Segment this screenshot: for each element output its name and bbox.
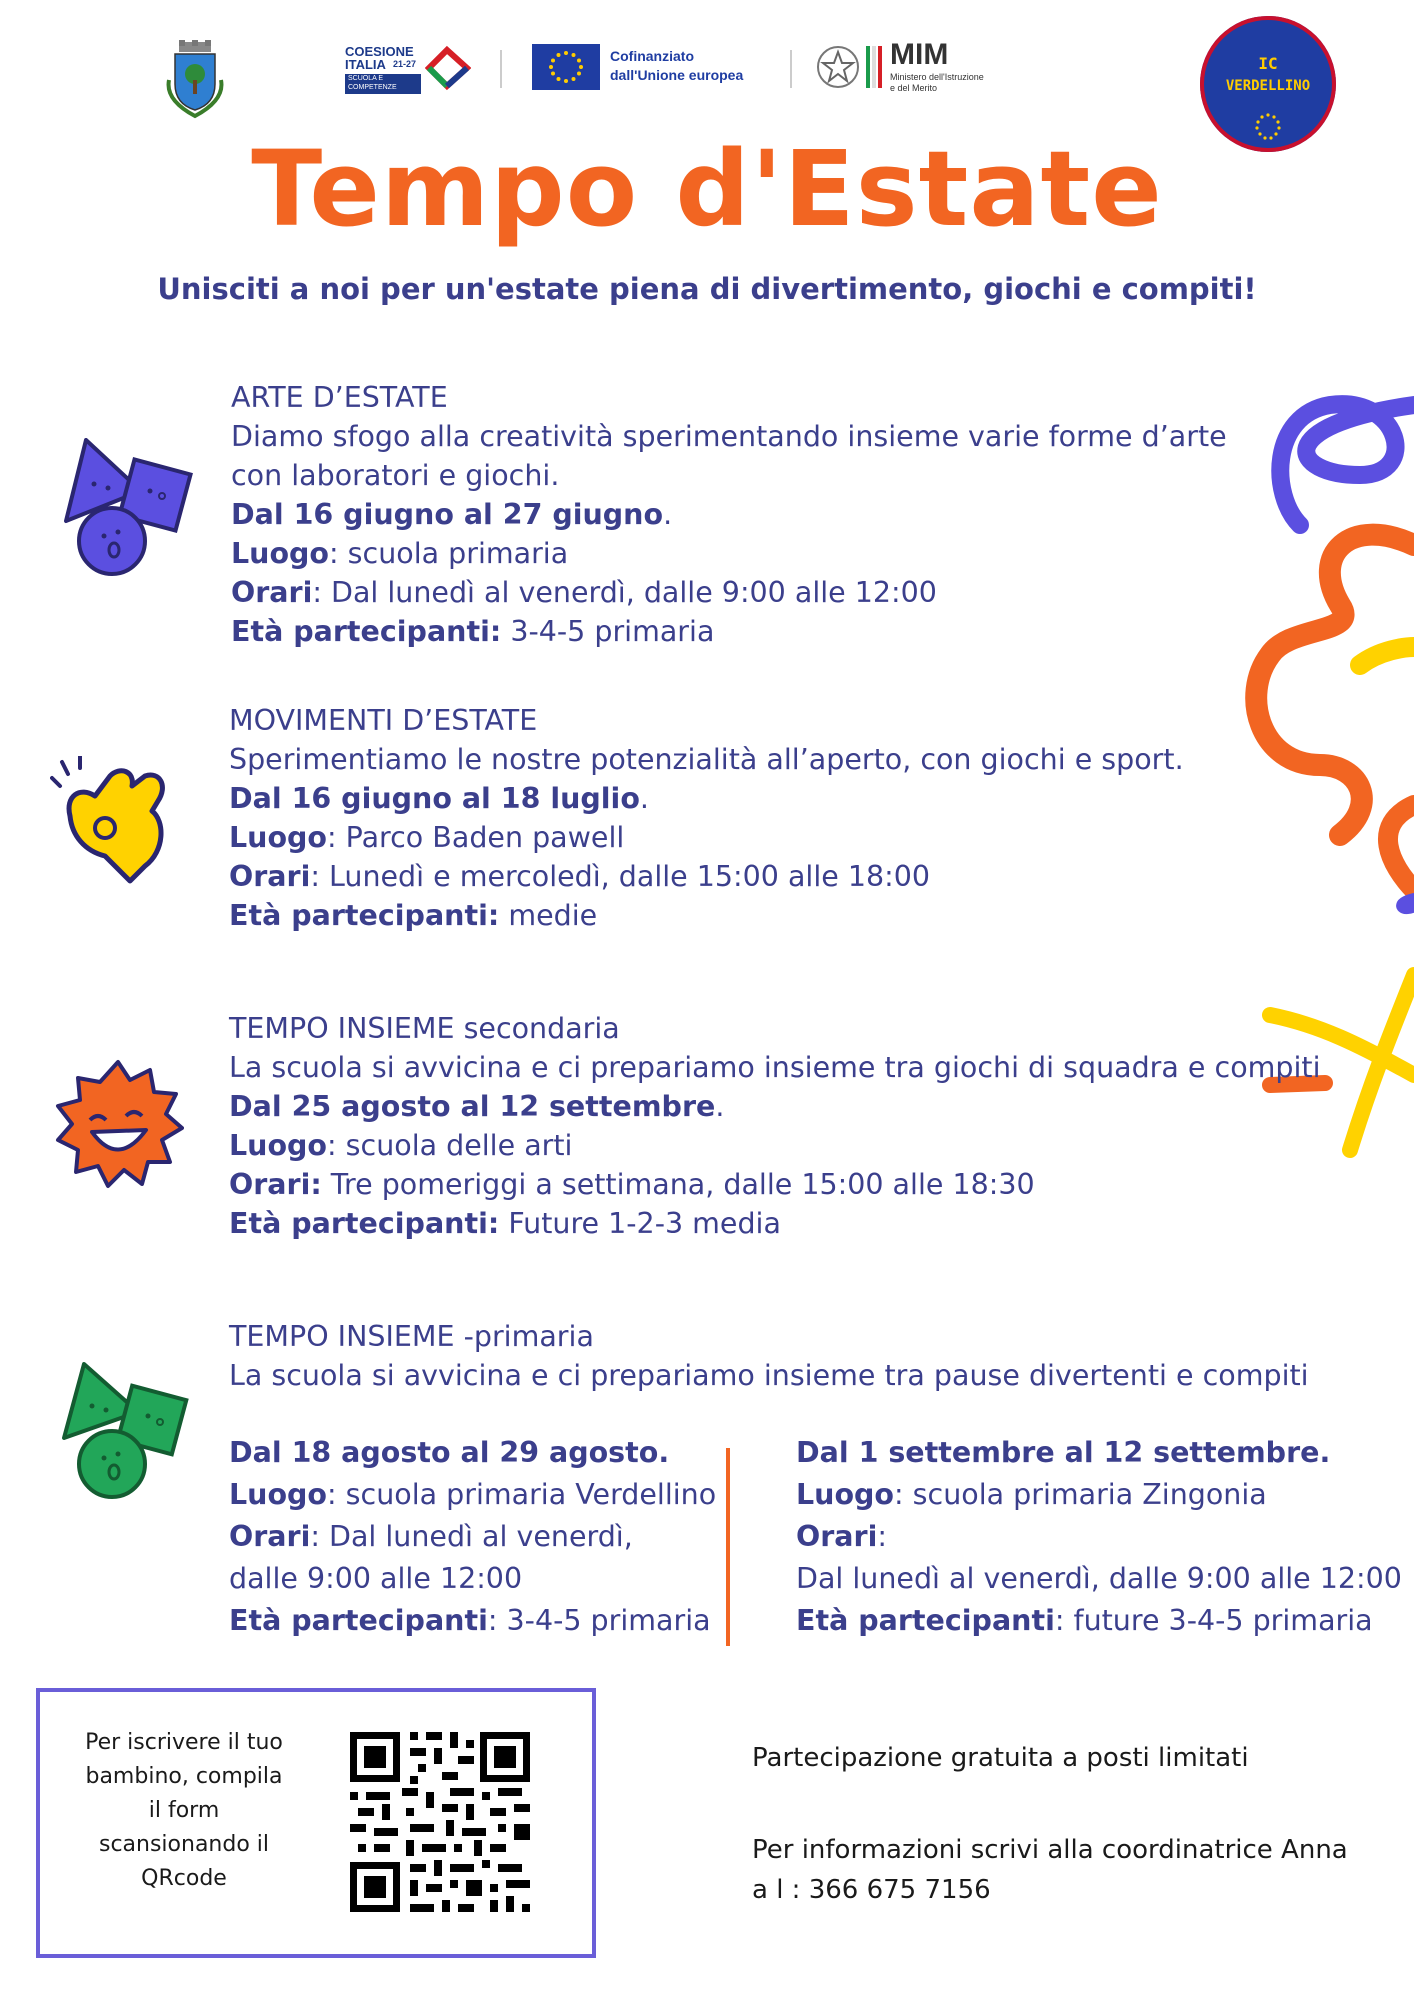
- header-separator: [500, 50, 502, 88]
- place-line: [229, 1474, 716, 1516]
- section-description: Sperimentiamo le nostre potenzialità all’aperto, con giochi e sport.: [229, 743, 1184, 776]
- column-divider: [726, 1448, 730, 1646]
- coesione-arrow-icon: [425, 44, 471, 92]
- place-value: : scuola primaria: [329, 537, 569, 570]
- contact-phone: a l : 366 675 7156: [752, 1875, 991, 1905]
- hours-label: Orari: [229, 860, 311, 893]
- section-dates: Dal 25 agosto al 12 settembre.: [229, 1090, 725, 1123]
- section-heading: TEMPO INSIEME -primaria: [229, 1320, 594, 1353]
- tricolor-bar-white: [872, 46, 876, 88]
- shapes-green-icon: [56, 1360, 192, 1502]
- section-description: Diamo sfogo alla creatività sperimentando insieme varie forme d’arte: [231, 420, 1227, 453]
- coesione-title: COESIONE: [345, 44, 414, 59]
- dates-text: Dal 18 agosto al 29 agosto.: [229, 1436, 670, 1469]
- hours-value: : Lunedì e mercoledì, dalle 15:00 alle 18:00: [310, 860, 930, 893]
- shapes-purple-icon: [56, 436, 196, 578]
- section-description: La scuola si avvicina e ci prepariamo insieme tra giochi di squadra e compiti: [229, 1051, 1321, 1084]
- section-place: [231, 534, 1227, 573]
- place-value: : scuola delle arti: [327, 1129, 573, 1162]
- section-movimenti-destate: [229, 701, 1184, 935]
- primaria-zingonia-column: [796, 1432, 1402, 1642]
- age-value: 3-4-5 primaria: [501, 615, 715, 648]
- age-label: Età partecipanti: [796, 1604, 1055, 1637]
- section-dates: Dal 16 giugno al 18 luglio.: [229, 782, 649, 815]
- signup-text: [54, 1726, 314, 1896]
- signup-line: scansionando il: [98, 1832, 270, 1857]
- signup-line: il form: [148, 1798, 220, 1823]
- signup-box: [36, 1688, 596, 1958]
- age-label: Età partecipanti:: [231, 615, 502, 648]
- section-tempo-insieme-secondaria: [229, 1009, 1321, 1243]
- primaria-verdellino-column: [229, 1432, 716, 1642]
- section-heading: TEMPO INSIEME secondaria: [229, 1012, 620, 1045]
- eu-line1: Cofinanziato: [610, 48, 694, 64]
- contact-text: Per informazioni scrivi alla coordinatrice Anna: [752, 1835, 1348, 1865]
- verdellino-label: VERDELLINO: [1225, 78, 1311, 94]
- hours-value: : Dal lunedì al venerdì, dalle 9:00 alle 12:00: [312, 576, 937, 609]
- signup-line: QRcode: [141, 1866, 227, 1891]
- hours-value: : Dal lunedì al venerdì,: [310, 1520, 633, 1553]
- hours-label: Orari: [796, 1520, 878, 1553]
- place-label: Luogo: [229, 1478, 328, 1511]
- dates-line: [796, 1432, 1402, 1474]
- place-label: Luogo: [229, 1129, 328, 1162]
- dates-text: Dal 1 settembre al 12 settembre.: [796, 1436, 1331, 1469]
- coesione-sub2: COMPETENZE: [348, 84, 397, 91]
- section-place: [229, 818, 1184, 857]
- coesione-logo: [345, 44, 475, 94]
- free-participation-text: Partecipazione gratuita a posti limitati: [752, 1743, 1249, 1773]
- age-label: Età partecipanti:: [229, 1207, 500, 1240]
- eu-line2: dall'Unione europea: [610, 67, 744, 83]
- age-label: Età partecipanti:: [229, 899, 500, 932]
- section-place: [229, 1126, 1321, 1165]
- page-title: Tempo d'Estate: [251, 128, 1163, 250]
- dates-text: Dal 25 agosto al 12 settembre: [229, 1090, 716, 1123]
- age-line: [796, 1600, 1402, 1642]
- place-value: : scuola primaria Zingonia: [894, 1478, 1267, 1511]
- age-value: medie: [499, 899, 598, 932]
- section-description: La scuola si avvicina e ci prepariamo insieme tra pause divertenti e compiti: [229, 1359, 1309, 1392]
- age-value: Future 1-2-3 media: [499, 1207, 781, 1240]
- hours-value: Tre pomeriggi a settimana, dalle 15:00 alle 18:30: [321, 1168, 1035, 1201]
- hours-line: [229, 1516, 716, 1558]
- dates-text: Dal 16 giugno al 27 giugno: [231, 498, 664, 531]
- section-age: [229, 1204, 1321, 1243]
- place-value: : scuola primaria Verdellino: [327, 1478, 717, 1511]
- section-hours: [231, 573, 1227, 612]
- section-tempo-insieme-primaria: [229, 1317, 1309, 1395]
- section-heading: MOVIMENTI D’ESTATE: [229, 704, 538, 737]
- section-age: [229, 896, 1184, 935]
- section-hours: [229, 857, 1184, 896]
- hours-line-2: Dal lunedì al venerdì, dalle 9:00 alle 12:00: [796, 1562, 1402, 1595]
- place-value: : Parco Baden pawell: [327, 821, 625, 854]
- page-subtitle: Unisciti a noi per un'estate piena di divertimento, giochi e compiti!: [157, 272, 1257, 306]
- hours-label: Orari: [229, 1520, 311, 1553]
- signup-line: Per iscrivere il tuo: [85, 1730, 283, 1755]
- place-line: [796, 1474, 1402, 1516]
- mim-line1: Ministero dell'Istruzione: [890, 72, 984, 82]
- dates-line: [229, 1432, 716, 1474]
- coesione-years: 21-27: [393, 59, 417, 69]
- section-age: [231, 612, 1227, 651]
- age-value: : future 3-4-5 primaria: [1054, 1604, 1373, 1637]
- coesione-italia: ITALIA: [345, 57, 386, 72]
- place-label: Luogo: [231, 537, 330, 570]
- sun-face-icon: [52, 1058, 184, 1190]
- section-description: con laboratori e giochi.: [231, 459, 560, 492]
- eu-flag-icon: [532, 44, 600, 90]
- signup-line: bambino, compila: [85, 1764, 283, 1789]
- section-heading: ARTE D’ESTATE: [231, 381, 448, 414]
- section-arte-destate: [231, 378, 1227, 651]
- ic-label: IC: [1258, 54, 1278, 73]
- ok-hand-icon: [50, 756, 178, 888]
- section-hours: [229, 1165, 1321, 1204]
- town-crest-icon: [165, 40, 225, 122]
- tricolor-bar-red: [878, 46, 882, 88]
- age-label: Età partecipanti: [229, 1604, 488, 1637]
- qr-code-icon[interactable]: [350, 1732, 530, 1912]
- hours-value: :: [877, 1520, 887, 1553]
- place-label: Luogo: [796, 1478, 895, 1511]
- coesione-sub1: SCUOLA E: [348, 75, 384, 82]
- italian-emblem-icon: [815, 44, 861, 90]
- tricolor-bar-green: [866, 46, 870, 88]
- mim-acronym: MIM: [890, 38, 949, 71]
- hours-line-2: dalle 9:00 alle 12:00: [229, 1562, 523, 1595]
- age-line: [229, 1600, 716, 1642]
- age-value: : 3-4-5 primaria: [487, 1604, 711, 1637]
- section-dates: Dal 16 giugno al 27 giugno.: [231, 498, 673, 531]
- hours-line: [796, 1516, 1402, 1558]
- header-separator: [790, 50, 792, 88]
- mim-line2: e del Merito: [890, 83, 938, 93]
- hours-label: Orari:: [229, 1168, 322, 1201]
- dates-text: Dal 16 giugno al 18 luglio: [229, 782, 640, 815]
- place-label: Luogo: [229, 821, 328, 854]
- hours-label: Orari: [231, 576, 313, 609]
